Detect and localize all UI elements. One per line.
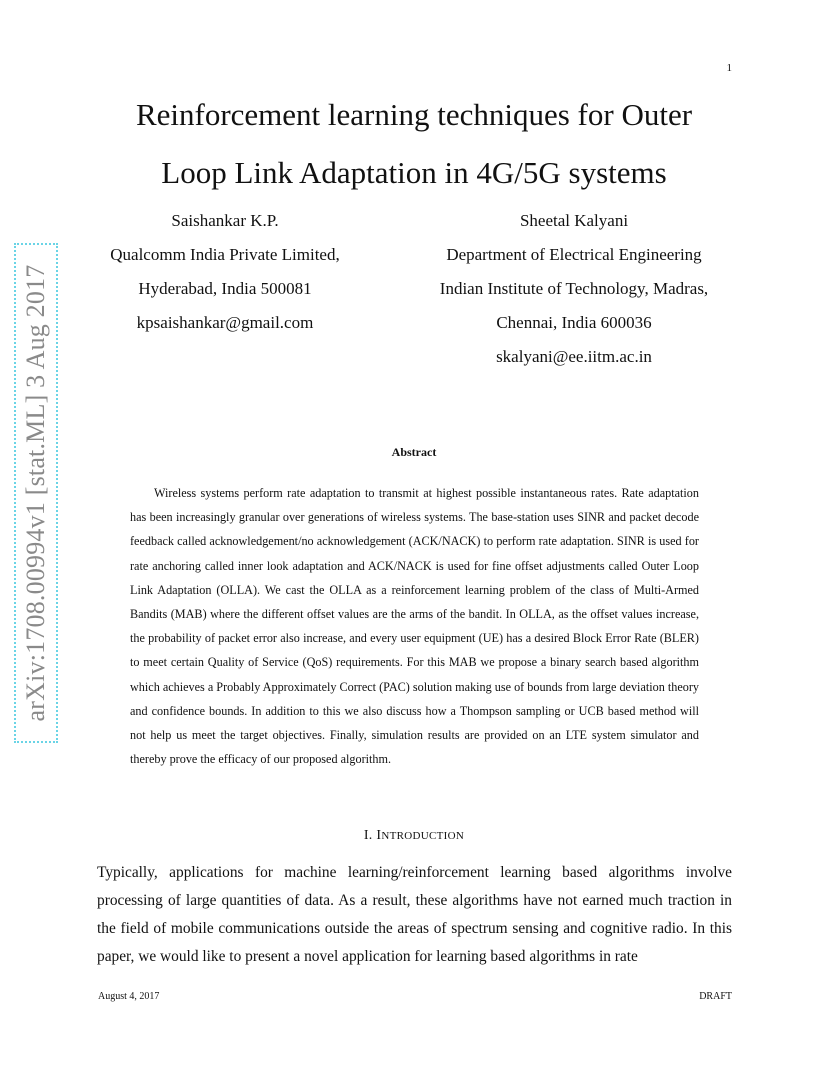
section-title-rest: NTRODUCTION (381, 830, 465, 842)
section-number: I. (363, 828, 373, 843)
author-block-1 (90, 204, 360, 340)
paper-title (95, 86, 733, 202)
section-title-initial: I (376, 828, 382, 843)
author-affiliation-line: Qualcomm India Private Limited, (110, 245, 340, 264)
footer-date: August 4, 2017 (98, 991, 160, 1002)
page-number: 1 (726, 62, 732, 74)
author-block-2 (412, 204, 736, 374)
author-name: Sheetal Kalyani (519, 211, 629, 230)
title-line-2: Loop Link Adaptation in 4G/5G systems (161, 155, 667, 190)
author-affiliation-line: Indian Institute of Technology, Madras, (439, 279, 709, 298)
title-line-1: Reinforcement learning techniques for Outer (135, 97, 693, 132)
abstract-heading: Abstract (391, 445, 437, 459)
footer-status: DRAFT (699, 991, 732, 1002)
author-affiliation-line: Chennai, India 600036 (496, 313, 652, 332)
author-affiliation-line: Hyderabad, India 500081 (138, 279, 312, 298)
arxiv-stamp-text: arXiv:1708.00994v1 [stat.ML] 3 Aug 2017 (21, 264, 50, 722)
arxiv-stamp (14, 243, 58, 743)
author-email: skalyani@ee.iitm.ac.in (496, 347, 652, 366)
abstract-text: Wireless systems perform rate adaptation to transmit at highest possible instantaneous rates. Rate adaptation has been increasingly granular over generations of wireless systems. The base-station uses SINR and packet decode feedback called acknowledgement/no acknowledgement (ACK/NACK) to perform rate adaptation. SINR is used for rate anchoring called inner look adaptation and ACK/NACK is used for fine offset adjustments called Outer Loop Link Adaptation (OLLA). We cast the OLLA as a reinforcement learning problem of the class of Multi-Armed Bandits (MAB) where the different offset values are the arms of the bandit. In OLLA, as the offset values increase, the probability of packet error also increase, and every user equipment (UE) has a desired Block Error Rate (BLER) to meet certain Quality of Service (QoS) requirements. For this MAB we propose a binary search based algorithm which achieves a Probably Approximately Correct (PAC) solution making use of bounds from large deviation theory and confidence bounds. In addition to this we also discuss how a Thompson sampling or UCB based method will not help us meet the target objectives. Finally, simulation results are provided on an LTE system simulator and thereby prove the efficacy of our proposed algorithm. (130, 486, 699, 767)
author-affiliation-line: Department of Electrical Engineering (446, 245, 702, 264)
author-name: Saishankar K.P. (171, 211, 279, 230)
introduction-text: Typically, applications for machine learning/reinforcement learning based algorithms involve processing of large quantities of data. As a result, these algorithms have not earned much traction in the field of mobile communications outside the areas of spectrum sensing and cognitive radio. In this paper, we would like to present a novel application for learning based algorithms in rate (97, 864, 732, 965)
author-email: kpsaishankar@gmail.com (136, 313, 314, 332)
section-heading (0, 828, 828, 844)
